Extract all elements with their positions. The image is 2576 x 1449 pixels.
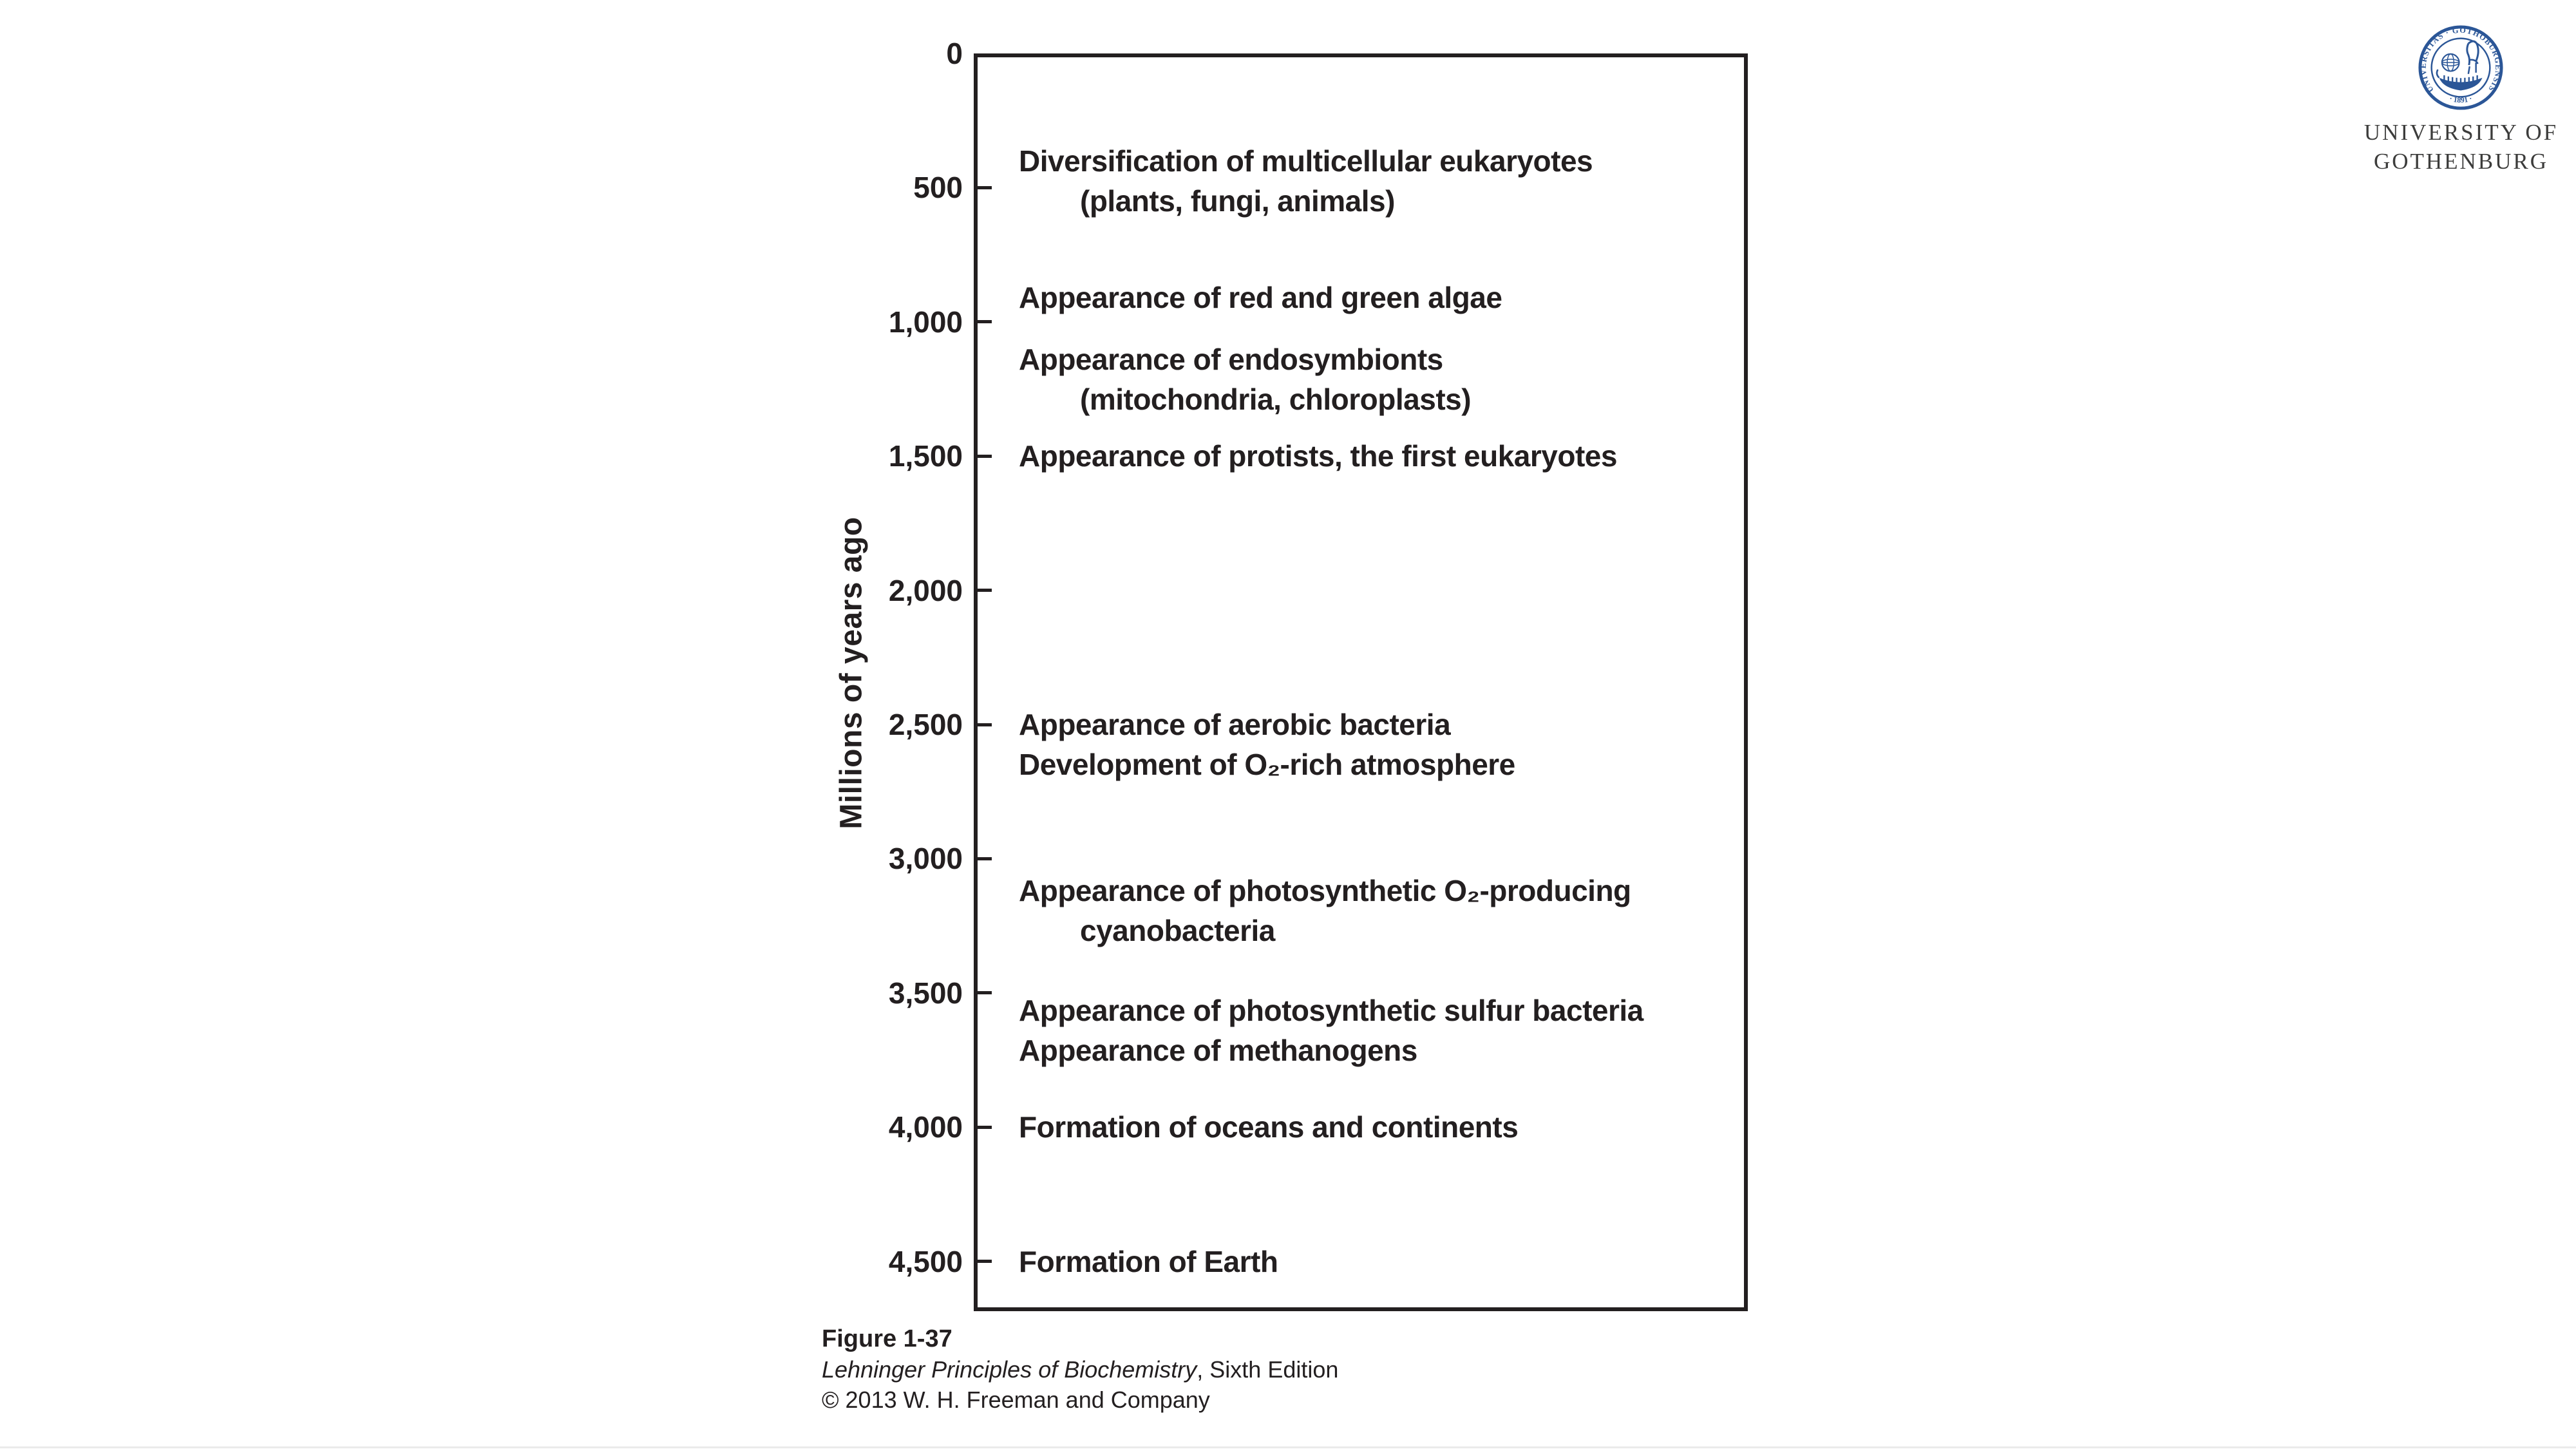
timeline-event xyxy=(1019,705,1515,784)
y-axis-title: Millions of years ago xyxy=(834,516,869,829)
timeline-event-text: Appearance of protists, the first eukaryotes xyxy=(1019,439,1617,473)
book-title-line xyxy=(822,1354,1338,1385)
timeline-event-text: Appearance of photosynthetic sulfur bacteria xyxy=(1019,993,1643,1027)
tick-mark xyxy=(978,991,992,994)
timeline-event xyxy=(1019,1107,1518,1147)
tick-mark xyxy=(978,455,992,458)
tick-label: 4,000 xyxy=(888,1110,963,1144)
figure-number: Figure 1-37 xyxy=(822,1325,952,1352)
timeline-event xyxy=(1019,436,1617,476)
tick-label: 2,500 xyxy=(888,708,963,741)
seal-year-text: · 1891 · xyxy=(2448,93,2474,105)
tick-label: 3,000 xyxy=(888,842,963,876)
tick-mark xyxy=(978,857,992,860)
tick-label: 2,000 xyxy=(888,573,963,607)
copyright-line: © 2013 W. H. Freeman and Company xyxy=(822,1387,1210,1413)
book-title-edition: , Sixth Edition xyxy=(1197,1356,1339,1383)
tick-label: 500 xyxy=(913,171,963,205)
timeline-event-text: Appearance of aerobic bacteria xyxy=(1019,708,1451,741)
timeline-event xyxy=(1019,339,1471,419)
tick-mark xyxy=(978,723,992,726)
wordmark-gothenburg: GOTHENBURG xyxy=(2373,149,2549,174)
timeline-event-text: cyanobacteria xyxy=(1080,914,1275,948)
timeline-event xyxy=(1019,871,1631,951)
tick-mark xyxy=(978,1260,992,1263)
timeline-event xyxy=(1019,990,1643,1070)
timeline-event-text: Development of O₂-rich atmosphere xyxy=(1019,748,1515,781)
timeline-event-text: Diversification of multicellular eukaryotes xyxy=(1019,144,1593,178)
tick-label: 3,500 xyxy=(888,976,963,1010)
timeline-event-text: Appearance of red and green algae xyxy=(1019,281,1502,315)
book-title-italic: Lehninger Principles of Biochemistry xyxy=(822,1356,1197,1383)
slide-bottom-edge xyxy=(0,1446,2576,1448)
seal-ring-text: UNIVERSITAS · GOTHOBURGENSIS xyxy=(2418,25,2503,95)
wordmark-university-of: UNIVERSITY OF xyxy=(2363,120,2559,145)
tick-label: 4,500 xyxy=(888,1244,963,1278)
timeline-event-text: Formation of oceans and continents xyxy=(1019,1110,1519,1144)
tick-label: 0 xyxy=(946,37,963,70)
timeline-event-text: Appearance of photosynthetic O₂-producing xyxy=(1019,874,1631,908)
tick-mark xyxy=(978,589,992,592)
tick-label: 1,000 xyxy=(888,305,963,339)
timeline-event-text: Appearance of endosymbionts xyxy=(1019,343,1443,377)
timeline-event xyxy=(1019,278,1502,317)
figure-caption xyxy=(822,1324,1338,1415)
university-seal-icon xyxy=(2416,23,2505,112)
timeline-event xyxy=(1019,1242,1278,1282)
timeline-event xyxy=(1019,141,1593,221)
timeline-event-text: Formation of Earth xyxy=(1019,1244,1278,1278)
timeline-event-text: (mitochondria, chloroplasts) xyxy=(1080,383,1472,417)
tick-label: 1,500 xyxy=(888,439,963,473)
tick-mark xyxy=(978,1126,992,1129)
tick-mark xyxy=(978,186,992,189)
timeline-event-text: Appearance of methanogens xyxy=(1019,1033,1417,1067)
tick-mark xyxy=(978,320,992,323)
timeline-event-text: (plants, fungi, animals) xyxy=(1080,184,1395,218)
